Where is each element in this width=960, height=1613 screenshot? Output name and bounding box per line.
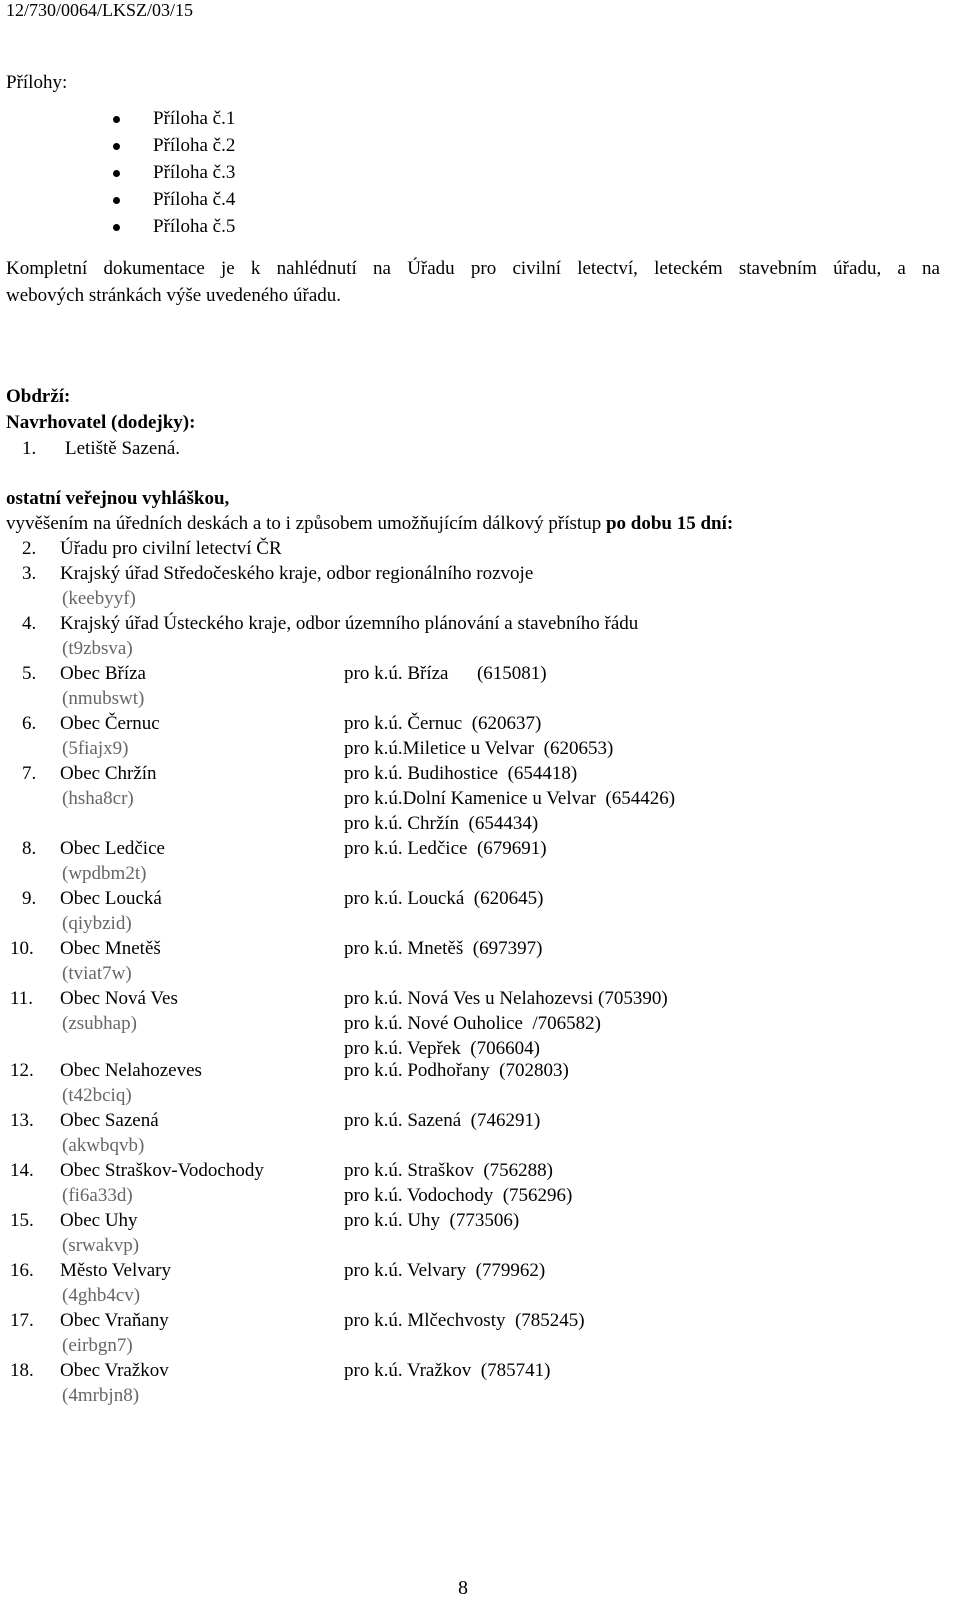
page-number: 8 [458, 1577, 468, 1599]
list-number: 15. [10, 1210, 34, 1231]
recipient-name: Obec Chržín [60, 763, 157, 784]
cadastral-area: pro k.ú. Sazená (746291) [344, 1110, 541, 1131]
cadastral-area: pro k.ú. Podhořany (702803) [344, 1060, 569, 1081]
cadastral-area: pro k.ú. Bříza (615081) [344, 663, 547, 684]
recipient-name: Krajský úřad Ústeckého kraje, odbor územního plánování a stavebního řádu [60, 613, 639, 634]
list-number: 9. [22, 888, 37, 909]
list-number: 16. [10, 1260, 34, 1281]
cadastral-area: pro k.ú. Uhy (773506) [344, 1210, 520, 1231]
data-box-id: (srwakvp) [62, 1235, 140, 1256]
data-box-id: (fi6a33d) [62, 1185, 133, 1206]
cadastral-area: pro k.ú. Velvary (779962) [344, 1260, 546, 1281]
list-number: 17. [10, 1310, 34, 1331]
recipient-name: Obec Ledčice [60, 838, 165, 859]
cadastral-area: pro k.ú. Vodochody (756296) [344, 1185, 573, 1206]
recipient-name: Město Velvary [60, 1260, 171, 1281]
list-number: 3. [22, 563, 37, 584]
list-number: 10. [10, 938, 34, 959]
recipient-name: Krajský úřad Středočeského kraje, odbor regionálního rozvoje [60, 563, 534, 584]
cadastral-area: pro k.ú. Mnetěš (697397) [344, 938, 543, 959]
cadastral-area: pro k.ú. Mlčechvosty (785245) [344, 1310, 585, 1331]
list-number: 8. [22, 838, 37, 859]
bullet-icon [113, 116, 120, 123]
list-number: 7. [22, 763, 37, 784]
data-box-id: (qiybzid) [62, 913, 132, 934]
data-box-id: (keebyyf) [62, 588, 136, 609]
recipient-name: Obec Nová Ves [60, 988, 178, 1009]
bullet-icon [113, 197, 120, 204]
cadastral-area: pro k.ú. Nové Ouholice /706582) [344, 1013, 601, 1034]
others-description: vyvěšením na úředních deskách a to i způsobem umožňujícím dálkový přístup po dobu 15 dní: [6, 513, 734, 534]
list-number: 4. [22, 613, 37, 634]
recipients-heading: Obdrží: [6, 386, 71, 407]
data-box-id: (nmubswt) [62, 688, 145, 709]
others-heading: ostatní veřejnou vyhláškou, [6, 488, 230, 509]
recipient-name: Obec Loucká [60, 888, 162, 909]
data-box-id: (4mrbjn8) [62, 1385, 140, 1406]
recipient-name: Obec Mnetěš [60, 938, 161, 959]
bullet-icon [113, 224, 120, 231]
list-number: 11. [10, 988, 34, 1009]
documentation-line-1: Kompletní dokumentace je k nahlédnutí na Úřadu pro civilní letectví, leteckém stavebním úřadu, a na [6, 258, 940, 279]
attachments-heading: Přílohy: [6, 72, 68, 93]
recipient-name: Úřadu pro civilní letectví ČR [60, 538, 282, 559]
list-number: 12. [10, 1060, 34, 1081]
cadastral-area: pro k.ú. Loucká (620645) [344, 888, 544, 909]
documentation-line-2: webových stránkách výše uvedeného úřadu. [6, 285, 342, 306]
list-number: 2. [22, 538, 37, 559]
list-number: 18. [10, 1360, 34, 1381]
cadastral-area: pro k.ú.Dolní Kamenice u Velvar (654426) [344, 788, 676, 809]
data-box-id: (zsubhap) [62, 1013, 137, 1034]
bullet-icon [113, 143, 120, 150]
data-box-id: (5fiajx9) [62, 738, 129, 759]
recipient-name: Obec Vražkov [60, 1360, 169, 1381]
data-box-id: (tviat7w) [62, 963, 132, 984]
cadastral-area: pro k.ú. Vražkov (785741) [344, 1360, 551, 1381]
list-number: 14. [10, 1160, 34, 1181]
list-number: 5. [22, 663, 37, 684]
list-number: 13. [10, 1110, 34, 1131]
recipient-name: Obec Bříza [60, 663, 146, 684]
data-box-id: (hsha8cr) [62, 788, 134, 809]
data-box-id: (eirbgn7) [62, 1335, 133, 1356]
document-reference: 12/730/0064/LKSZ/03/15 [6, 0, 194, 20]
cadastral-area: pro k.ú. Ledčice (679691) [344, 838, 547, 859]
cadastral-area: pro k.ú.Miletice u Velvar (620653) [344, 738, 614, 759]
proposer-name: Letiště Sazená. [65, 438, 181, 459]
recipient-name: Obec Straškov-Vodochody [60, 1160, 264, 1181]
cadastral-area: pro k.ú. Nová Ves u Nelahozevsi (705390) [344, 988, 668, 1009]
data-box-id: (akwbqvb) [62, 1135, 145, 1156]
bullet-icon [113, 170, 120, 177]
recipient-name: Obec Vraňany [60, 1310, 169, 1331]
cadastral-area: pro k.ú. Vepřek (706604) [344, 1038, 540, 1059]
list-number: 1. [22, 438, 37, 459]
data-box-id: (wpdbm2t) [62, 863, 147, 884]
cadastral-area: pro k.ú. Černuc (620637) [344, 713, 542, 734]
recipient-name: Obec Černuc [60, 713, 160, 734]
data-box-id: (t42bciq) [62, 1085, 132, 1106]
recipient-name: Obec Sazená [60, 1110, 159, 1131]
recipient-name: Obec Nelahozeves [60, 1060, 202, 1081]
cadastral-area: pro k.ú. Straškov (756288) [344, 1160, 553, 1181]
proposer-heading: Navrhovatel (dodejky): [6, 412, 196, 433]
recipient-name: Obec Uhy [60, 1210, 138, 1231]
cadastral-area: pro k.ú. Budihostice (654418) [344, 763, 578, 784]
cadastral-area: pro k.ú. Chržín (654434) [344, 813, 539, 834]
data-box-id: (4ghb4cv) [62, 1285, 141, 1306]
data-box-id: (t9zbsva) [62, 638, 133, 659]
list-number: 6. [22, 713, 37, 734]
